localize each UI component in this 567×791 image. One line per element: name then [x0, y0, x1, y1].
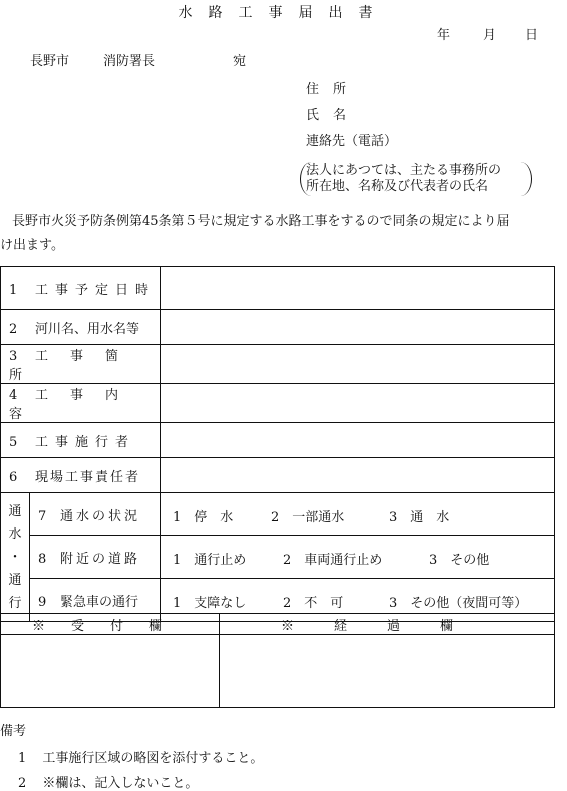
option-choice[interactable]: 1 通行止め — [173, 553, 247, 568]
water-traffic-group-label — [1, 493, 30, 622]
group-row — [1, 536, 555, 579]
date-year: 年 — [437, 28, 451, 43]
row-value-field[interactable] — [161, 458, 555, 493]
remark-number: 1 — [18, 751, 27, 766]
row-label: 工事内容 — [9, 388, 141, 422]
row-label-cell — [1, 310, 161, 345]
group-row-label-cell — [30, 536, 161, 579]
row-value-field[interactable] — [161, 310, 555, 345]
row-number: 4 — [9, 388, 18, 403]
row-value-field[interactable] — [161, 423, 555, 458]
option-choice[interactable]: 3 その他 — [429, 553, 490, 568]
row-value-field[interactable] — [161, 384, 555, 423]
remark-number: 2 — [18, 776, 27, 791]
form-row — [1, 384, 555, 423]
body-line1: 長野市火災予防条例第45条第５号に規定する水路工事をするので同条の規定により届 — [12, 214, 510, 229]
option-choice[interactable]: 2 一部通水 — [271, 510, 345, 525]
row-number: 9 — [38, 594, 47, 610]
contact-label: 連絡先（電話） — [306, 134, 398, 149]
row-number: 1 — [9, 282, 18, 298]
row-number: 7 — [38, 508, 47, 524]
applicant-note-line2: 所在地、名称及び代表者の氏名 — [306, 179, 489, 194]
reception-field[interactable] — [1, 635, 220, 708]
form-row — [1, 310, 555, 345]
option-choice[interactable]: 1 支障なし — [173, 596, 247, 611]
option-choice[interactable]: 2 不 可 — [283, 596, 344, 611]
progress-header: ※経過欄 — [220, 614, 555, 635]
body-line2: け出ます。 — [0, 238, 64, 253]
form-row — [1, 423, 555, 458]
row-label-cell — [1, 384, 161, 423]
row-label: 工事施行者 — [35, 434, 136, 450]
option-choice[interactable]: 2 車両通行止め — [283, 553, 383, 568]
remark-text: ※欄は、記入しないこと。 — [42, 776, 199, 791]
group-label-char: 通 — [8, 503, 22, 519]
office-use-table — [0, 613, 555, 708]
address-label: 住所 — [306, 82, 361, 97]
row-label: 通水の状況 — [60, 508, 141, 524]
option-cell — [161, 493, 555, 536]
row-label: 河川名、用水名等 — [35, 321, 140, 337]
group-row — [1, 493, 555, 536]
recipient-chief: 消防署長 — [103, 54, 156, 69]
row-number: 3 — [9, 349, 18, 364]
name-label: 氏名 — [306, 108, 361, 123]
remark-item — [18, 772, 198, 791]
group-label-char: 行 — [8, 595, 22, 611]
row-label: 現場工事責任者 — [35, 469, 141, 485]
applicant-note — [306, 163, 501, 195]
form-row — [1, 267, 555, 310]
row-label-cell — [1, 345, 161, 384]
form-row — [1, 458, 555, 493]
date-day: 日 — [525, 28, 539, 43]
row-label: 緊急車の通行 — [60, 594, 139, 610]
row-value-field[interactable] — [161, 345, 555, 384]
row-number: 6 — [9, 469, 18, 485]
remark-text: 工事施行区域の略図を添付すること。 — [42, 751, 264, 766]
document-title: 水路工事届出書 — [178, 5, 389, 21]
recipient-city: 長野市 — [30, 54, 70, 69]
applicant-note-line1: 法人にあつては、主たる事務所の — [306, 163, 502, 178]
row-number: 8 — [38, 551, 47, 567]
group-label-char: 通 — [8, 572, 22, 588]
row-label: 工事箇所 — [9, 349, 141, 383]
group-label-char: 水 — [8, 526, 22, 542]
row-label-cell — [1, 458, 161, 493]
row-label: 工事予定日時 — [35, 282, 156, 298]
progress-field[interactable] — [220, 635, 555, 708]
remark-item — [18, 747, 263, 766]
recipient-suffix: 宛 — [233, 54, 247, 69]
row-number: 5 — [9, 434, 18, 450]
remarks-heading: 備考 — [0, 724, 27, 739]
reception-header: ※受付欄 — [1, 614, 220, 635]
form-row — [1, 345, 555, 384]
option-choice[interactable]: 3 通 水 — [389, 510, 450, 525]
row-label-cell — [1, 423, 161, 458]
row-value-field[interactable] — [161, 267, 555, 310]
row-label: 附近の道路 — [60, 551, 141, 567]
date-month: 月 — [483, 28, 497, 43]
row-label-cell — [1, 267, 161, 310]
row-number: 2 — [9, 321, 18, 337]
option-choice[interactable]: 1 停 水 — [173, 510, 234, 525]
option-choice[interactable]: 3 その他（夜間可等） — [389, 596, 528, 611]
notification-form-table — [0, 266, 555, 622]
group-label-char: ・ — [8, 549, 22, 565]
group-row-label-cell — [30, 493, 161, 536]
option-cell — [161, 536, 555, 579]
